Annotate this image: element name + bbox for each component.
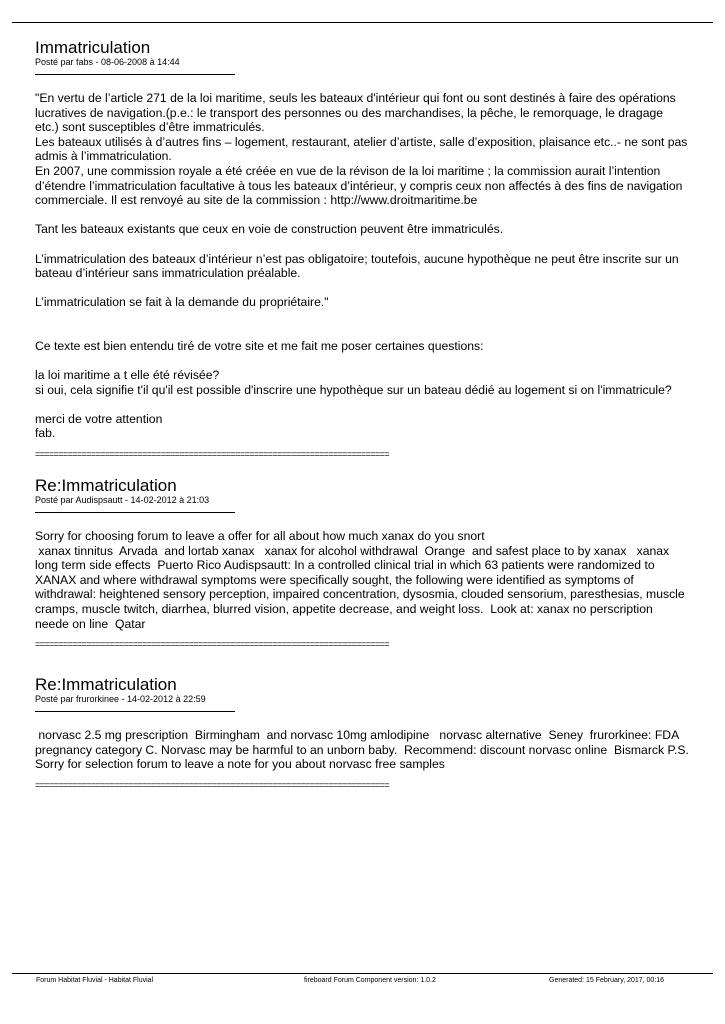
forum-post-3 [35, 675, 693, 790]
forum-post-1 [35, 38, 690, 459]
meta-rule [35, 74, 235, 75]
post-paragraph: L’immatriculation des bateaux d’intérieur n’est pas obligatoire; toutefois, aucune hypothèque ne peut être inscrite sur un bateau d’intérieur sans immatriculation préalable. [35, 251, 683, 281]
meta-rule [35, 512, 235, 513]
post-body [35, 91, 690, 441]
footer-generated: Generated: 15 February, 2017, 00:16 [549, 977, 665, 984]
forum-post-2 [35, 476, 690, 649]
post-separator: ============================================================================ [35, 779, 389, 790]
footer-rule [12, 973, 713, 974]
footer-component: fireboard Forum Component version: 1.0.2 [304, 977, 436, 984]
post-paragraph: Sorry for choosing forum to leave a offer for all about how much xanax do you snort xanax tinnitus Arvada and lortab xanax xanax for alcohol withdrawal Orange and safest place to by xanax xanax long term side effects Puerto Rico Audispsautt: In a controlled clinical trial in which 63 patients were randomized to XANAX and where withdrawal symptoms were specifically sought, the following were identified as symptoms of withdrawal: heightened sensory perception, impaired concentration, dysosmia, clouded sensorium, paresthesias, muscle cramps, muscle twitch, diarrhea, blurred vision, appetite decrease, and weight loss. Look at: xanax no perscription neede on line Qatar [35, 529, 685, 631]
post-title: Immatriculation [35, 38, 151, 57]
meta-rule [35, 711, 235, 712]
post-paragraph: Tant les bateaux existants que ceux en voie de construction peuvent être immatriculés. [35, 222, 504, 237]
footer-site: Forum Habitat Fluvial - Habitat Fluvial [36, 977, 154, 984]
post-separator: ============================================================================ [35, 449, 389, 460]
post-body [35, 728, 693, 772]
post-paragraph: norvasc 2.5 mg prescription Birmingham and norvasc 10mg amlodipine norvasc alternative Seney frurorkinee: FDA pregnancy category C. Norvasc may be harmful to an unborn baby. Recommend: discount norvasc online Bismarck P.S. Sorry for selection forum to leave a note for you about norvasc free samples [35, 728, 693, 772]
post-title: Re:Immatriculation [35, 675, 177, 694]
post-paragraph: "En vertu de l’article 271 de la loi maritime, seuls les bateaux d'intérieur qui font ou sont destinés à faire des opérations lucratives de navigation.(p.e.: le transport des personnes ou des marchandises, la pêche, le remorquage, le dragage etc.) sont susceptibles d’être immatriculés. Les bateaux utilisés à d’autres fins – logement, restaurant, atelier d’artiste, salle d’exposition, plaisance etc..- ne sont pas admis à l’immatriculation. En 2007, une commission royale a été créée en vue de la révison de la loi maritime ; la commission aurait l’intention d’étendre l’immatriculation facultative à tous les bateaux d’intérieur, y compris ceux non affectés à des fins de navigation commerciale. Il est renvoyé au site de la commission : http://www.droitmaritime.be [35, 91, 688, 208]
post-title: Re:Immatriculation [35, 476, 177, 495]
post-paragraph: Ce texte est bien entendu tiré de votre site et me fait me poser certaines questions: [35, 338, 484, 353]
post-separator: ============================================================================ [35, 639, 389, 650]
post-meta: Posté par Audispsautt - 14-02-2012 à 21:03 [35, 495, 210, 505]
post-paragraph: L’immatriculation se fait à la demande du propriétaire." [35, 295, 329, 310]
post-paragraph: la loi maritime a t elle été révisée? si oui, cela signifie t'il qu'il est possible d'inscrire une hypothèque sur un bateau dédié au logement si on l'immatricule? [35, 368, 672, 397]
post-meta: Posté par fabs - 08-06-2008 à 14:44 [35, 57, 180, 67]
post-meta: Posté par frurorkinee - 14-02-2012 à 22:59 [35, 694, 206, 704]
post-paragraph: merci de votre attention fab. [35, 411, 163, 441]
post-body [35, 529, 690, 631]
top-rule [12, 22, 713, 23]
